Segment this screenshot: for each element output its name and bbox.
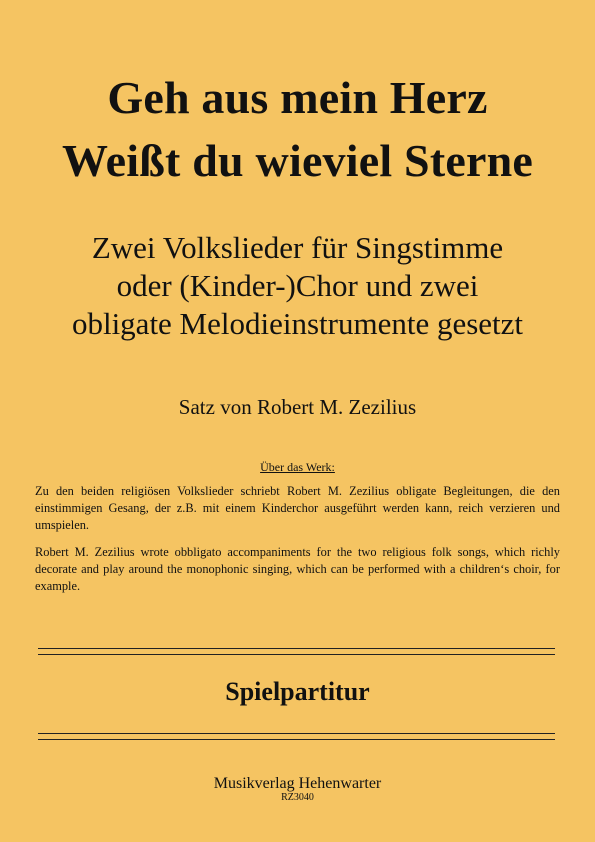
catalog-number: RZ3040 (281, 792, 314, 803)
about-heading: Über das Werk: (260, 460, 335, 474)
title-line-2: Weißt du wieviel Sterne (62, 135, 533, 186)
subtitle-line-3: obligate Melodieinstrumente gesetzt (71, 306, 524, 341)
double-rule-divider (38, 648, 555, 655)
description-german: Zu den beiden religiösen Volkslieder schriebt Robert M. Zezilius obligate Begleitungen, die den einstimmigen Gesang, der z.B. mit einem Kinderchor ausgeführt werden kann, reich verzieren und umspielen. (35, 484, 560, 532)
description-english: Robert M. Zezilius wrote obbligato accompaniments for the two religious folk songs, which richly decorate and play around the monophonic singing, which can be performed with a children‘s choir, for example. (35, 545, 560, 593)
double-rule-divider (38, 733, 555, 740)
edition-label: Spielpartitur (225, 677, 370, 706)
subtitle-line-2: oder (Kinder-)Chor und zwei (116, 268, 479, 303)
arranger-credit: Satz von Robert M. Zezilius (178, 395, 417, 419)
publisher-name: Musikverlag Hehenwarter (213, 775, 382, 792)
subtitle (0, 229, 595, 343)
subtitle-line-1: Zwei Volkslieder für Singstimme (91, 230, 504, 265)
title-line-1: Geh aus mein Herz (107, 72, 488, 123)
